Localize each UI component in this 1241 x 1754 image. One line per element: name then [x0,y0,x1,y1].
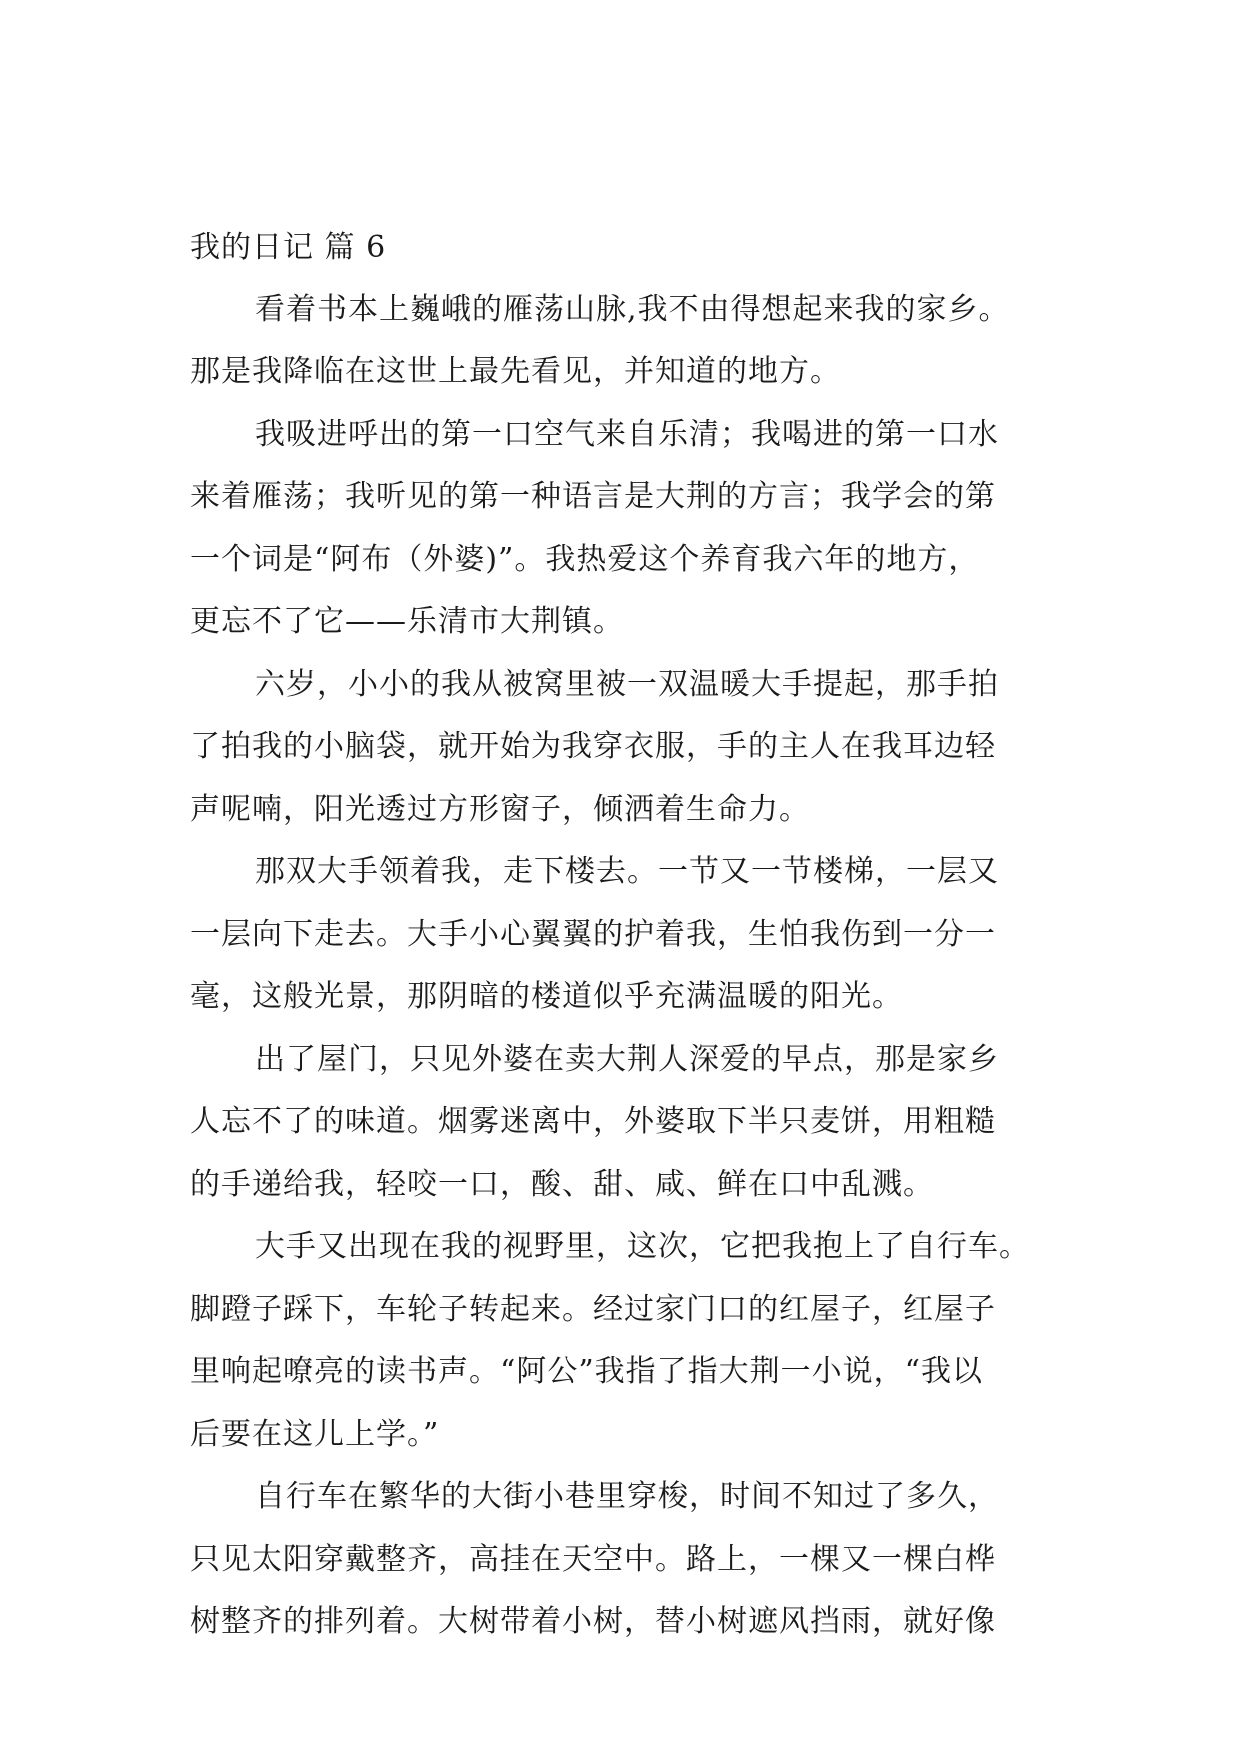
text-line: 一个词是“阿布（外婆)”。我热爱这个养育我六年的地方， [190,542,980,577]
text-line: 来着雁荡；我听见的第一种语言是大荆的方言；我学会的第 [190,479,996,514]
text-line: 人忘不了的味道。烟雾迷离中，外婆取下半只麦饼，用粗糙 [190,1104,996,1139]
page-title: 我的日记 篇 6 [190,230,387,265]
text-line: 大手又出现在我的视野里，这次，它把我抱上了自行车。 [255,1229,1030,1264]
text-line: 声呢喃，阳光透过方形窗子，倾洒着生命力。 [190,792,810,827]
text-line: 只见太阳穿戴整齐，高挂在天空中。路上，一棵又一棵白桦 [190,1542,996,1577]
text-line: 那是我降临在这世上最先看见，并知道的地方。 [190,354,841,389]
text-line: 了拍我的小脑袋，就开始为我穿衣服，手的主人在我耳边轻 [190,729,996,764]
text-line: 脚蹬子踩下，车轮子转起来。经过家门口的红屋子，红屋子 [190,1292,996,1327]
text-line: 看着书本上巍峨的雁荡山脉,我不由得想起来我的家乡。 [255,292,1010,327]
text-line: 毫，这般光景，那阴暗的楼道似乎充满温暖的阳光。 [190,979,903,1014]
text-line: 那双大手领着我，走下楼去。一节又一节楼梯，一层又 [255,854,999,889]
text-line: 的手递给我，轻咬一口，酸、甜、咸、鲜在口中乱溅。 [190,1167,934,1202]
text-line: 后要在这儿上学。” [190,1417,440,1452]
text-line: 自行车在繁华的大街小巷里穿梭，时间不知过了多久， [255,1479,999,1514]
text-line: 我吸进呼出的第一口空气来自乐清；我喝进的第一口水 [255,417,999,452]
text-line: 出了屋门，只见外婆在卖大荆人深爱的早点，那是家乡 [255,1042,999,1077]
text-line: 六岁，小小的我从被窝里被一双温暖大手提起，那手拍 [255,667,999,702]
text-line: 里响起嘹亮的读书声。“阿公”我指了指大荆一小说，“我以 [190,1354,984,1389]
text-line: 更忘不了它——乐清市大荆镇。 [190,604,624,639]
text-line: 一层向下走去。大手小心翼翼的护着我，生怕我伤到一分一 [190,917,996,952]
text-line: 树整齐的排列着。大树带着小树，替小树遮风挡雨，就好像 [190,1604,996,1639]
